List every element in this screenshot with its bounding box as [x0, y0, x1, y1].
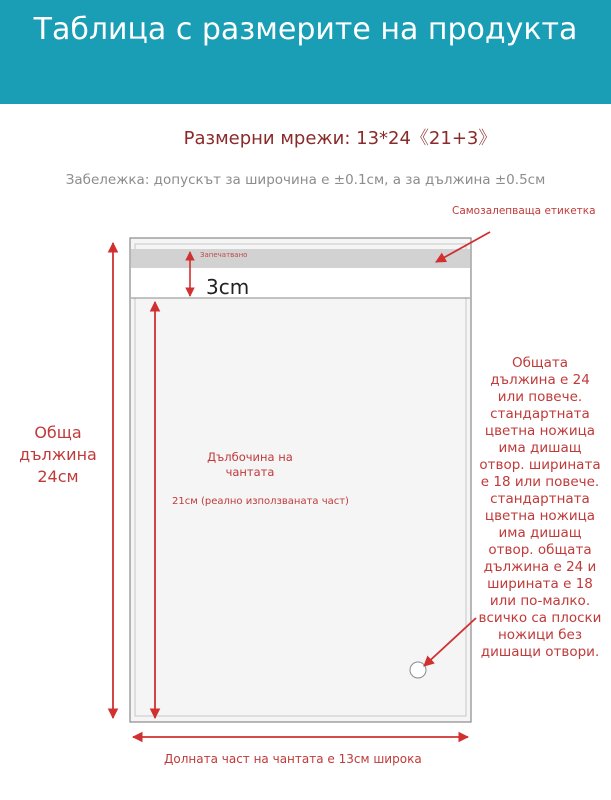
bottom-width-label: Долната част на чантата е 13cм широка [164, 752, 422, 766]
flap-area [131, 268, 470, 298]
side-note: Общата дължина е 24 или повече. стандартната цветна ножица има дишащ отвор. ширината е 18 или повече. стандартната цветна ножица има дишащ отвор. общата дължина е 24 и ширината е 18 или по-малко. всичко са плоски ножици без дишащи отвори. [478, 355, 602, 660]
sticker-label: Самозалепваща етикетка [452, 205, 596, 217]
size-subtitle: Размерни мрежи: 13*24《21+3》 [183, 128, 497, 149]
used-part-label: 21cм (реално използваната част) [172, 496, 349, 507]
tolerance-note: Забележка: допускът за широчина е ±0.1cм, а за дължина ±0.5cм [65, 172, 546, 188]
seal-band [131, 249, 470, 268]
page-title: Таблица с размерите на продукта [33, 12, 578, 47]
depth-label: Дълбочина на чантата [207, 450, 293, 479]
flap-size-label: 3cm [206, 275, 250, 299]
sealed-label: Запечатвано [200, 251, 248, 259]
breathing-hole [410, 662, 426, 678]
total-length-label: Обща дължина 24cм [19, 423, 97, 486]
bag-body [130, 238, 471, 722]
